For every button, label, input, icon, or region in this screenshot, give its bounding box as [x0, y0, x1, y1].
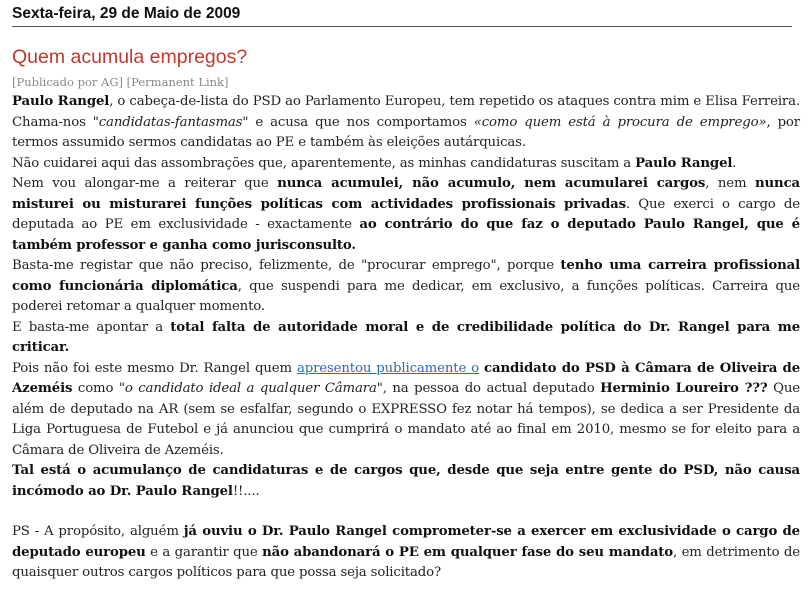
published-by-label: [Publicado por AG]: [12, 75, 124, 89]
paragraph-4: [12, 256, 800, 318]
text: Basta-me registar que não preciso, felizmente, de "procurar emprego", porque: [12, 258, 561, 273]
italic-text: «como quem está à procura de emprego»: [473, 114, 767, 130]
text: Que além de deputado na AR (sem se esfalfar, segundo o EXPRESSO fez notar há tempos), se dedica a ser Presidente da Liga Portuguesa de Futebol e já anunciou que cumprirá o mandato até ao final em 2010, mesmo se for eleito para a Câmara de Oliveira de Azeméis.: [12, 381, 800, 458]
italic-text: "candidatas-fantasmas": [92, 114, 249, 130]
text: e a garantir que: [145, 544, 263, 560]
paragraph-2: [12, 154, 800, 175]
text: Nem vou alongar-me a reiterar que: [12, 176, 278, 191]
text: Pois não foi este mesmo Dr. Rangel quem: [12, 360, 297, 376]
text: , por termos assumido sermos candidatas ao PE e também às eleições autárquicas.: [12, 114, 800, 150]
bold-text: Paulo Rangel: [12, 94, 110, 109]
bold-text: tenho uma carreira profissional como funcionária diplomática: [12, 258, 801, 294]
paragraph-5: [12, 318, 800, 359]
text: , na pessoa do actual deputado: [382, 381, 601, 396]
paragraph-1: [12, 92, 800, 154]
paragraph-spacer: [12, 502, 800, 522]
bold-text: Tal está o acumulanço de candidaturas e de cargos que, desde que seja entre gente do PSD, não causa incómodo ao Dr. Paulo Rangel: [12, 463, 800, 499]
text: . Que exerci o cargo de deputada ao PE em exclusividade - exactamente: [12, 196, 801, 232]
text: , o cabeça-de-lista do PSD ao Parlamento Europeu, tem repetido os ataques contra mim e Elisa Ferreira. Chama-nos: [12, 94, 800, 130]
permanent-link[interactable]: [Permanent Link]: [126, 75, 229, 89]
post-title[interactable]: Quem acumula empregos?: [12, 46, 248, 68]
paragraph-7: [12, 461, 800, 502]
date-header: Sexta-feira, 29 de Maio de 2009: [12, 0, 792, 27]
text: , nem: [705, 176, 756, 191]
presented-publicly-link[interactable]: apresentou publicamente o: [296, 360, 480, 376]
bold-text: Herminio Loureiro ???: [600, 381, 768, 396]
post-body: [12, 92, 800, 584]
text: , que suspendi para me dedicar, em exclusivo, a funções políticas. Carreira que poderei retomar a qualquer momento.: [12, 278, 800, 314]
bold-text: já ouviu o Dr. Paulo Rangel comprometer-se a exercer em exclusividade o cargo de deputado europeu: [12, 524, 800, 560]
text: Não cuidarei aqui das assombrações que, aparentemente, as minhas candidaturas suscitam a: [12, 155, 636, 171]
text: E basta-me apontar a: [12, 319, 171, 335]
post-meta: [12, 75, 800, 89]
text: como: [72, 381, 119, 396]
paragraph-6: [12, 359, 800, 462]
text: , em detrimento de quaisquer outros cargos políticos para que possa seja solicitado?: [12, 544, 800, 580]
bold-text: candidato do PSD à Câmara de Oliveira de Azeméis: [12, 360, 801, 396]
bold-text: ao contrário do que faz o deputado Paulo Rangel, que é também professor e ganha como jurisconsulto.: [12, 217, 800, 253]
text: .: [732, 155, 737, 171]
text: PS - A propósito, alguém: [12, 524, 184, 539]
text: e acusa que nos comportamos: [248, 114, 474, 130]
bold-text: nunca acumulei, não acumulo, nem acumularei cargos: [277, 176, 706, 191]
paragraph-ps: [12, 522, 800, 584]
paragraph-3: [12, 174, 800, 256]
text: !!....: [232, 483, 260, 499]
bold-text: Paulo Rangel: [635, 155, 733, 171]
bold-text: total falta de autoridade moral e de credibilidade política do Dr. Rangel para me criticar.: [12, 319, 800, 355]
italic-text: "o candidato ideal a qualquer Câmara": [118, 381, 383, 396]
bold-text: nunca misturei ou misturarei funções políticas com actividades profissionais privadas: [12, 176, 800, 212]
bold-text: não abandonará o PE em qualquer fase do seu mandato: [262, 544, 674, 560]
